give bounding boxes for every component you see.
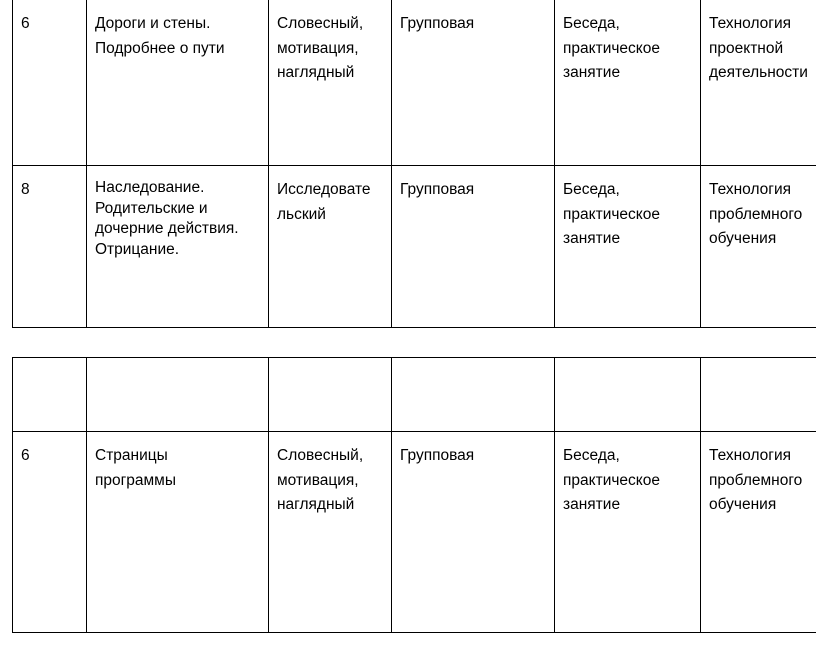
- cell-method: [269, 358, 392, 432]
- cell-topic: [87, 0, 269, 166]
- cell-type: [555, 0, 701, 166]
- form-text: Групповая: [400, 447, 475, 464]
- cell-hours: [13, 432, 87, 633]
- type-text: Беседа, практическое занятие: [563, 15, 660, 81]
- method-text: Словесный, мотивация, наглядный: [277, 15, 364, 81]
- hours-text: 6: [21, 447, 30, 464]
- cell-form: [392, 432, 555, 633]
- cell-topic: [87, 166, 269, 328]
- table-row: [13, 358, 816, 432]
- form-text: Групповая: [400, 15, 475, 32]
- cell-hours: [13, 358, 87, 432]
- cell-form: [392, 358, 555, 432]
- table-row: [13, 166, 816, 328]
- form-text: Групповая: [400, 181, 475, 198]
- table-row: [13, 432, 816, 633]
- method-text: Исследовате льский: [277, 181, 371, 223]
- cell-topic: [87, 432, 269, 633]
- cell-topic: [87, 358, 269, 432]
- hours-text: 6: [21, 15, 30, 32]
- technology-text: [701, 358, 816, 370]
- hours-text: 8: [21, 181, 30, 198]
- type-text: Беседа, практическое занятие: [563, 447, 660, 513]
- method-text: [269, 358, 391, 370]
- lesson-table-top: [12, 0, 816, 328]
- cell-technology: [701, 358, 816, 432]
- type-text: [555, 358, 700, 370]
- lesson-table-bottom: [12, 357, 816, 633]
- cell-method: [269, 0, 392, 166]
- technology-text: Технология проблемного обучения: [709, 447, 803, 513]
- topic-text: [87, 358, 268, 370]
- cell-technology: [701, 166, 816, 328]
- method-text: Словесный, мотивация, наглядный: [277, 447, 364, 513]
- cell-method: [269, 432, 392, 633]
- cell-hours: [13, 166, 87, 328]
- cell-type: [555, 358, 701, 432]
- topic-text: Дороги и стены. Подробнее о пути: [95, 15, 225, 57]
- cell-technology: [701, 432, 816, 633]
- hours-text: [13, 358, 86, 370]
- topic-text: Страницы программы: [95, 447, 176, 489]
- cell-form: [392, 166, 555, 328]
- form-text: [392, 358, 554, 370]
- cell-technology: [701, 0, 816, 166]
- technology-text: Технология проектной деятельности: [709, 15, 808, 81]
- cell-type: [555, 166, 701, 328]
- type-text: Беседа, практическое занятие: [563, 181, 660, 247]
- cell-method: [269, 166, 392, 328]
- cell-form: [392, 0, 555, 166]
- cell-hours: [13, 0, 87, 166]
- topic-text: Наследование. Родительские и дочерние действия. Отрицание.: [95, 179, 239, 258]
- technology-text: Технология проблемного обучения: [709, 181, 803, 247]
- cell-type: [555, 432, 701, 633]
- table-row: [13, 0, 816, 166]
